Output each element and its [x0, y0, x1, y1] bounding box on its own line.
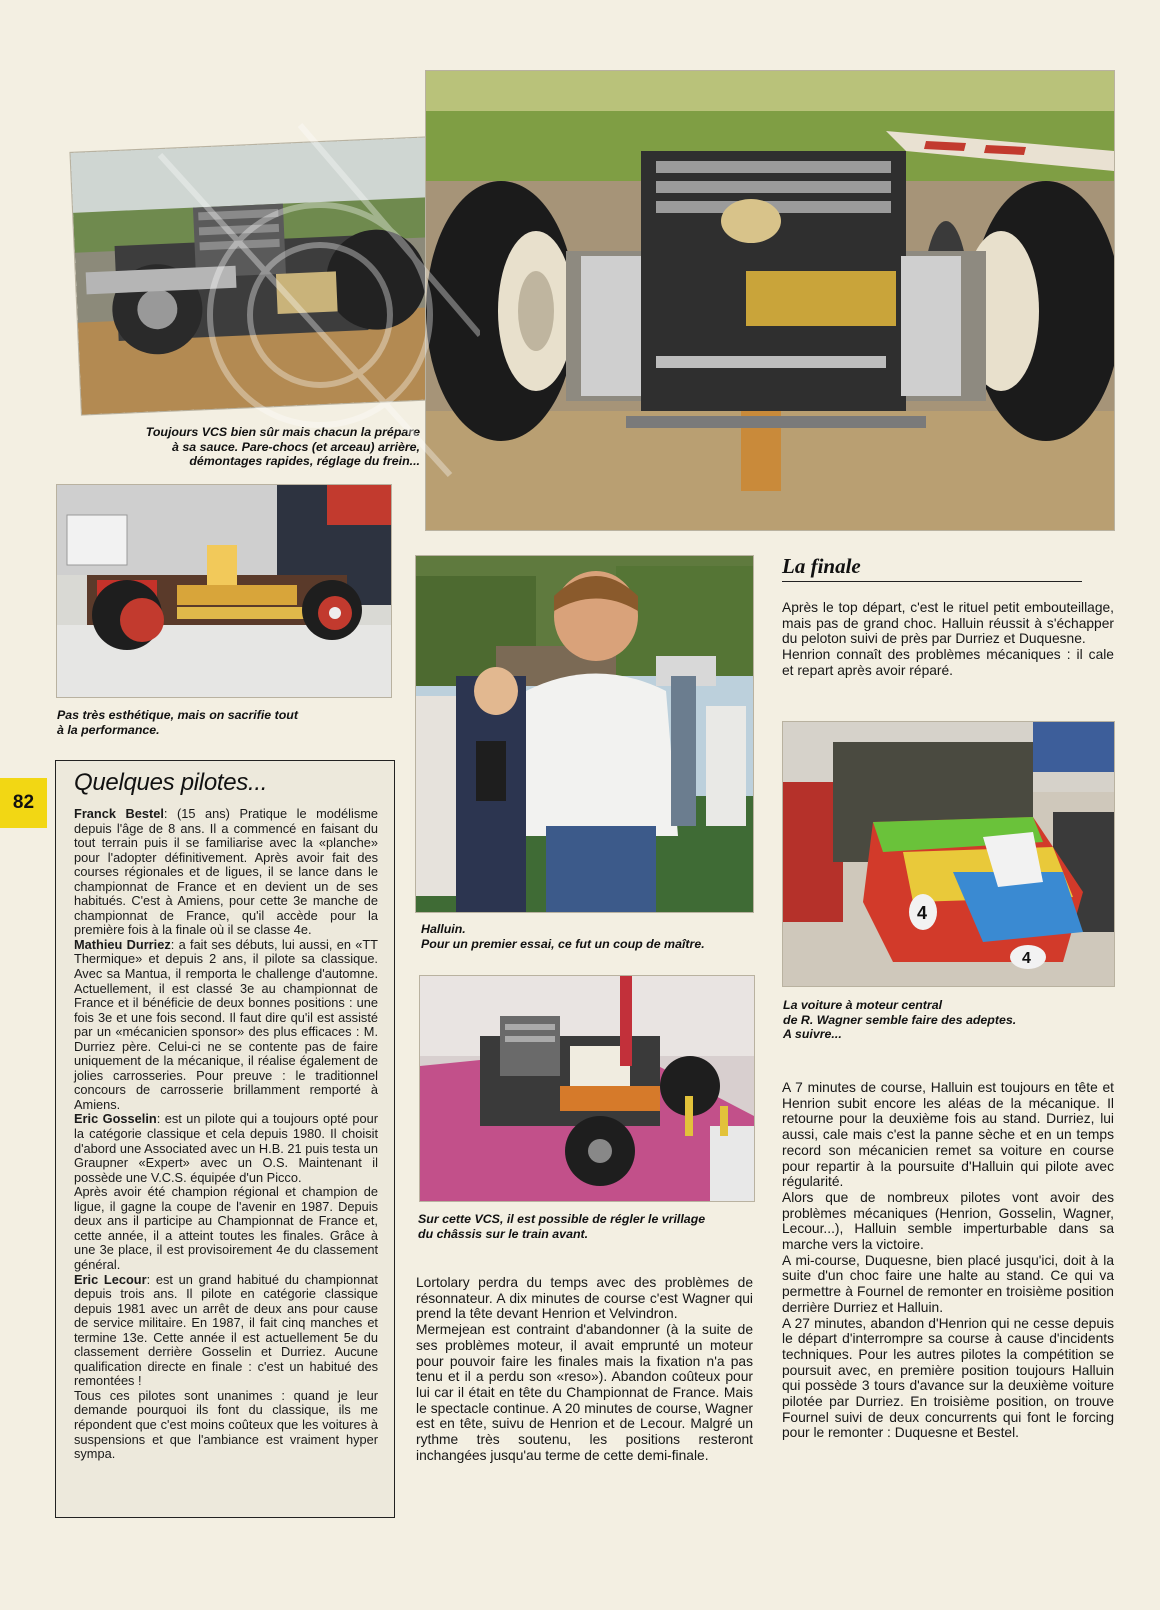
paragraph: A 7 minutes de course, Halluin est toujours en tête et Henrion subit encore les aléas de la mécanique. Il retourne pour la deuxième fois au stand. Durriez, lui aussi, cale mais c'est la panne sèche et en un temps record son mécanicien remet sa voiture en course pour repartir à la poursuite d'Halluin qui pilote avec régularité. [782, 1080, 1114, 1190]
pilot-bio: : est un pilote qui a toujours opté pour la catégorie classique et cela depuis 1980. Il choisit d'abord une Associated avec un H.B. 21 puis testa un Graupner «Expert» avec un O.S. Maintenant il possède une V.C.S. équipée d'un Picco. [74, 1111, 379, 1185]
caption-halluin [421, 922, 761, 951]
finale-heading: La finale [782, 554, 861, 578]
finale-intro [782, 600, 1114, 679]
paragraph: A 27 minutes, abandon d'Henrion qui ne cesse depuis le départ d'interrompre sa course à cause d'incidents techniques. Pour les autres pilotes la compétition se poursuit avec, en première position toujours Halluin qui possède 3 tours d'avance sur la deuxième voiture pilotée par Durriez. En troisième position, on trouve Fournel suivi de deux concurrents qui font le forcing pour le remonter : Duquesne et Bestel. [782, 1315, 1114, 1441]
pilot-entry [74, 1389, 378, 1462]
paragraph: Après le top départ, c'est le rituel petit embouteillage, mais pas de grand choc. Halluin réussit à s'échapper du peloton suivi de près par Durriez et Duquesne. [782, 600, 1114, 647]
photo-vcs-chassis [420, 976, 754, 1201]
caption-wagner [783, 998, 1113, 1042]
paragraph: Mermejean est contraint d'abandonner (à la suite de ses problèmes moteur, il avait emprunté un moteur pour pouvoir faire les finales mais la fixation n'a pas tenu et il a perdu son «reso»). Abandon coûteux pour lui car il était en tête du Championnat de France. Mais le spectacle continue. A 20 minutes de course, Wagner est en tête, suivu de Henrion et de Lecour. Malgré un rythme très soutenu, les positions resteront inchangées jusqu'au terme de cette demi-finale. [416, 1322, 753, 1463]
pilot-bio: : est un grand habitué du championnat depuis trois ans. Il pilote en catégorie classique depuis 1981 avec un arrêt de deux ans pour cause de service militaire. En 1987, il fait cinq manches et termine 13e. Cette année il est actuellement 5e du classement derrière Gosselin et Durriez. Aucune qualification directe en finale : c'est un habitué des remontées ! [74, 1271, 378, 1389]
pilot-entry [74, 1112, 378, 1185]
sidebar-text [74, 807, 378, 1462]
finale-body [782, 1080, 1114, 1441]
caption-esthetique [57, 708, 397, 737]
caption-line: Sur cette VCS, il est possible de régler le vrillage [418, 1212, 706, 1226]
caption-line: Pour un premier essai, ce fut un coup de maître. [421, 936, 705, 951]
section-heading-finale [782, 554, 1082, 582]
caption-line: La voiture à moteur central [783, 998, 943, 1012]
paragraph: Lortolary perdra du temps avec des problèmes de résonnateur. A dix minutes de course c'est Wagner qui prend la tête devant Henrion et Velvindron. [416, 1275, 753, 1322]
paragraph: A mi-course, Duquesne, bien placé jusqu'ici, doit à la suite d'un choc faire une halte au stand. Ce qui va permettre à Fournel de remonter en troisième position derrière Durriez et Halluin. [782, 1252, 1114, 1315]
caption-line: Pas très esthétique, mais on sacrifie tout [57, 708, 299, 722]
caption-line: Halluin. [421, 922, 466, 936]
photo-chassis-rear [426, 71, 1114, 530]
pilot-entry [74, 938, 378, 1113]
caption-vrillage [418, 1212, 763, 1241]
pilot-name: Eric Lecour [74, 1271, 147, 1287]
caption-line: démontages rapides, réglage du frein... [189, 454, 420, 469]
caption-line: A suivre... [783, 1027, 842, 1042]
caption-line: à sa sauce. Pare-chocs (et arceau) arrière, [172, 439, 420, 454]
article-middle-column [416, 1275, 753, 1463]
photo-red-car [57, 485, 391, 697]
pilot-entry [74, 807, 378, 938]
caption-line: du châssis sur le train avant. [418, 1226, 589, 1241]
pilot-bio: : a fait ses débuts, lui aussi, en «TT Thermique» et depuis 2 ans, il pilote sa classique. Avec sa Mantua, il remporta le challenge d'automne. Actuellement, il est classé 3e au championnat de France et il bénéficie de deux bonnes positions : une fois 3e et une fois second. Il faut dire qu'il est assisté par un «mécanicien sponsor» des plus efficaces : M. Durriez père. Celui-ci ne se contente pas de faire uniquement de la mécanique, il réalise également de jolies carrosseries. Pour preuve : le traditionnel concours de carrosserie brillamment remporté à Amiens. [74, 936, 378, 1112]
page-number: 82 [0, 778, 47, 828]
caption-line: à la performance. [57, 722, 160, 737]
photo-halluin [416, 556, 753, 912]
sidebar-quelques-pilotes [55, 760, 395, 1518]
pilot-name: Mathieu Durriez [74, 936, 171, 952]
car-badge-label: 4 [1022, 950, 1031, 967]
sidebar-title: Quelques pilotes... [74, 769, 268, 796]
pilot-name: Eric Gosselin [74, 1111, 157, 1127]
caption-line: de R. Wagner semble faire des adeptes. [783, 1012, 1017, 1027]
photo-vcs-engine-small [70, 137, 437, 414]
pilot-entry [74, 1273, 378, 1389]
car-number-label: 4 [917, 903, 928, 923]
pilot-bio: Tous ces pilotes sont unanimes : quand je leur demande pourquoi ils font du classique, ils me répondent que c'est moins coûteux que les voitures à suspensions et que l'ambiance est vraiment hyper sympa. [74, 1387, 378, 1462]
pilot-entry [74, 1185, 378, 1272]
pilot-bio: : (15 ans) Pratique le modélisme depuis l'âge de 8 ans. Il a commencé en faisant du tout terrain puis il se familiarise avec la «planche» pour l'adopter définitivement. Après avoir fait des courses régionales et de ligues, il se lance dans le championnat de France et en devient un de ses habitués. C'est à Amiens, pour cette 3e manche de championnat de France, qu'il accède pour la première fois à la finale où il se classe 4e. [74, 806, 378, 938]
pilot-name: Franck Bestel [74, 806, 164, 821]
paragraph: Alors que de nombreux pilotes vont avoir des problèmes mécaniques (Henrion, Gosselin, Wagner, Lecour...), Halluin semble imperturbable dans sa marche vers la victoire. [782, 1189, 1114, 1253]
caption-line: Toujours VCS bien sûr mais chacun la prépare [145, 425, 420, 439]
photo-wagner-car [783, 722, 1114, 986]
paragraph: Henrion connaît des problèmes mécaniques : il cale et repart après avoir réparé. [782, 647, 1114, 678]
pilot-bio: Après avoir été champion régional et champion de ligue, il gagne la coupe de l'avenir en 1987. Depuis deux ans il participe au Championnat de France et, cette année, il a atteint toutes les finales. Grâce à une 3e place, il est provisoirement 4e du classement général. [74, 1184, 378, 1272]
caption-vcs-prepare [100, 425, 420, 469]
